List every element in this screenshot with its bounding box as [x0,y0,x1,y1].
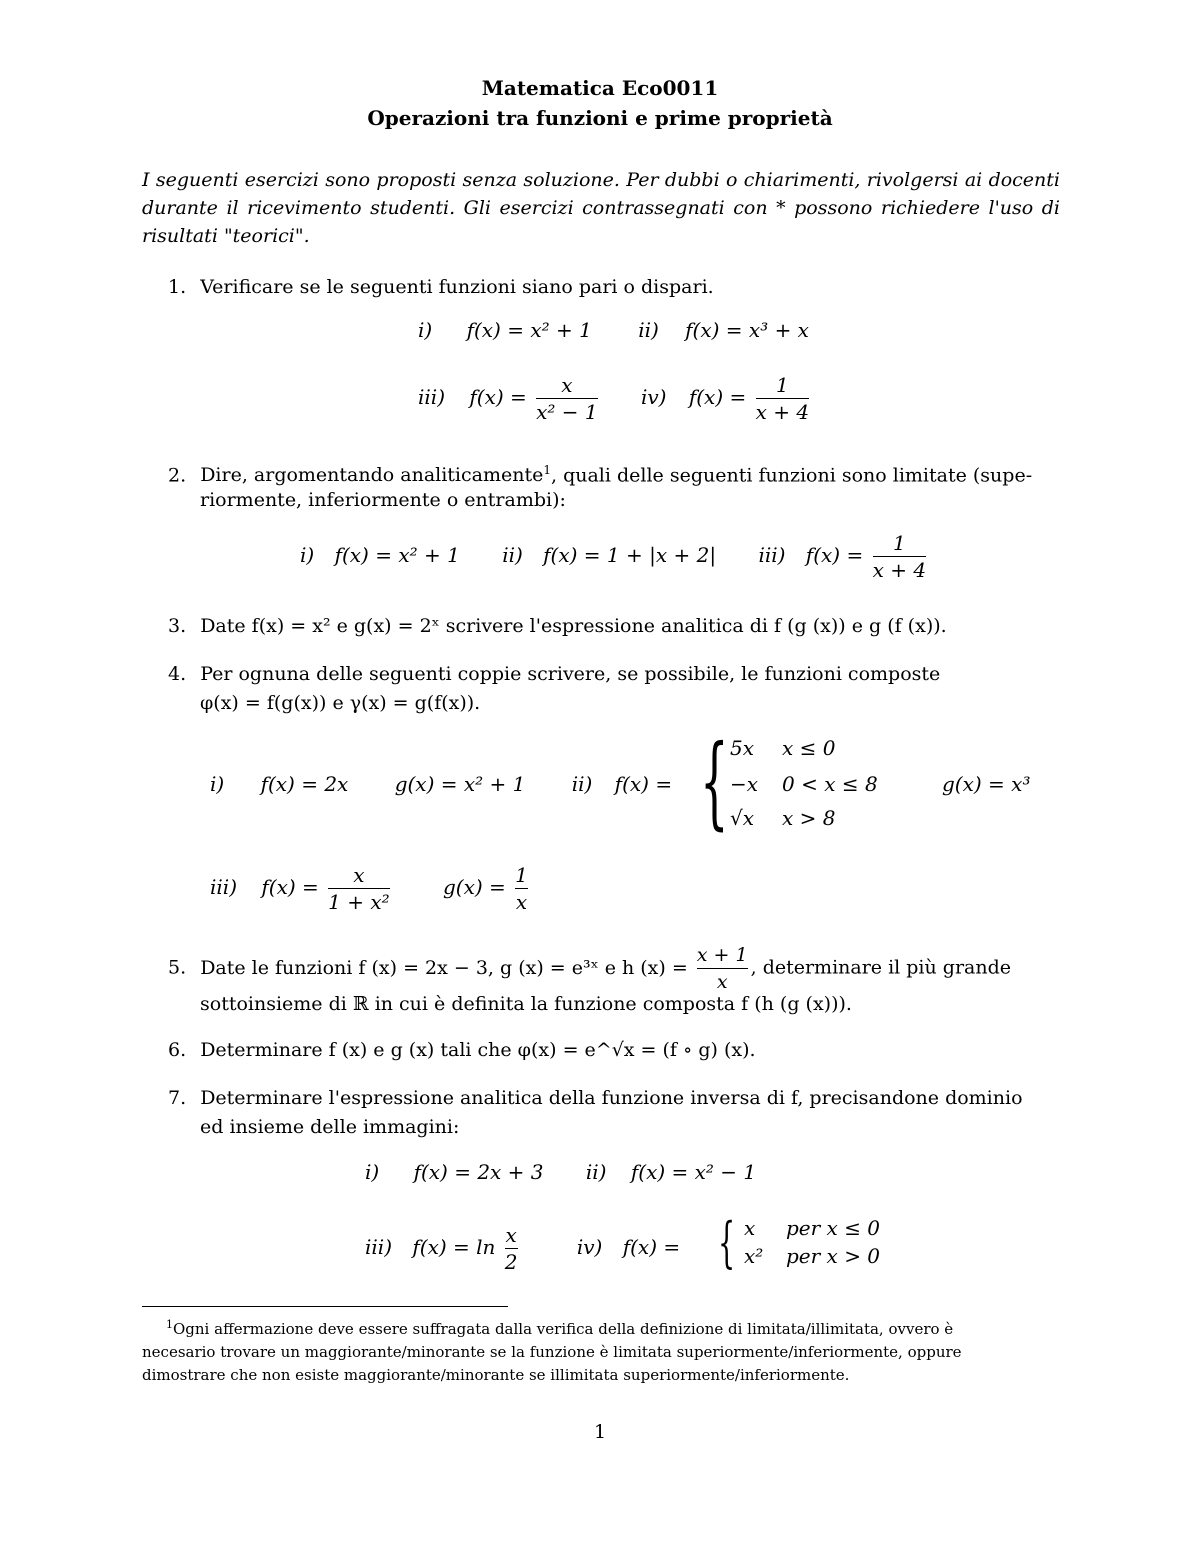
left-brace: { [718,1211,736,1274]
exercise-text: Date f(x) = x² e g(x) = 2ˣ scrivere l'espressione analitica di f (g (x)) e g (f (x)). [200,615,947,637]
formula: g(x) = [442,875,506,899]
footnote-rule [142,1306,508,1307]
e4-ii-g: g(x) = x³ [942,772,1031,796]
item-label: i) [418,318,433,342]
exercise-number: 3. [168,615,187,637]
fraction: $\frac{x}{\text{1 + x²}}$ [328,863,390,914]
item-label: iii) [418,385,445,409]
item-label: ii) [638,318,659,342]
exercise-1 [168,273,714,301]
e1-math-row-1 [418,318,809,342]
exercise-2-cont: riormente, inferiormente o entrambi): [200,489,566,511]
formula: g(x) = x² + 1 [394,772,526,796]
exercise-text: Determinare f (x) e g (x) tali che φ(x) = e^√x = (f ∘ g) (x). [200,1039,756,1061]
formula: f(x) = [622,1235,681,1259]
exercise-number: 2. [168,464,187,487]
exercise-text: , quali delle seguenti funzioni sono limitate (supe- [551,464,1033,487]
exercise-text: Verificare se le seguenti funzioni siano pari o dispari. [200,276,714,298]
footnote-mark: 1 [543,463,551,477]
piecewise-case-3: √x x > 8 [730,806,836,830]
item-label: ii) [585,1160,607,1184]
e7-math-row-2 [365,1222,680,1275]
fraction: $\frac{1}{x}$ [515,863,528,914]
e4-math-row-2 [210,862,531,915]
piecewise-case-2: −x 0 < x ≤ 8 [730,772,878,796]
exercise-number: 7. [168,1087,187,1109]
left-brace: { [700,723,729,840]
exercise-text: Date le funzioni f (x) = 2x − 3, g (x) = e³ˣ e h (x) = [200,956,688,979]
item-label: ii) [571,772,593,796]
item-label: ii) [502,543,523,567]
formula: f(x) = x³ + x [685,318,809,342]
formula: f(x) = 2x [260,772,349,796]
exercise-4 [168,660,940,688]
exercise-number: 4. [168,663,187,685]
exercise-number: 6. [168,1039,187,1061]
formula: f(x) = 2x + 3 [413,1160,544,1184]
item-label: iii) [365,1235,392,1259]
exercise-6 [168,1036,756,1064]
page-number: 1 [593,1421,607,1443]
formula: f(x) = x² − 1 [630,1160,757,1184]
fraction: $\frac{1}{x + 4}$ [872,531,927,582]
exercise-5 [168,942,1011,995]
exercise-2 [168,456,1068,489]
exercise-3 [168,612,947,640]
footnote [142,1313,1062,1387]
exercise-text: Dire, argomentando analiticamente [200,464,544,487]
e4-math-row-1 [210,772,672,796]
item-label: iv) [640,385,667,409]
formula: f(x) = x² + 1 [334,543,460,567]
item-label: i) [210,772,225,796]
e2-math-row [300,530,929,583]
footnote-line-2: necesario trovare un maggiorante/minorante se la funzione è limitata superiormente/inferiormente, oppure [142,1343,962,1361]
formula: f(x) = [688,385,747,409]
piecewise-case-1: x per x ≤ 0 [744,1216,881,1240]
footnote-line-1: $^1$Ogni affermazione deve essere suffragata dalla verifica della definizione di limitata/illimitata, ovvero è [166,1318,954,1338]
formula: f(x) = 1 + |x + 2| [543,543,717,567]
fraction: $\frac{x}{\text{x² − 1}}$ [536,373,598,424]
e1-math-row-2 [418,372,812,425]
fraction: $\frac{1}{x + 4}$ [755,373,810,424]
formula: f(x) = ln [412,1235,496,1259]
exercise-text: Per ognuna delle seguenti coppie scrivere, se possibile, le funzioni composte [200,663,941,685]
piecewise-case-1: 5x x ≤ 0 [730,736,836,760]
item-label: iii) [758,543,786,567]
item-label: iii) [210,875,237,899]
document-subtitle: Operazioni tra funzioni e prime proprietà [367,106,833,130]
fraction: $\frac{x + 1}{x}$ [696,944,748,993]
exercise-text: Determinare l'espressione analitica della funzione inversa di f, precisandone dominio [200,1087,1023,1109]
fraction: $\frac{x}{2}$ [504,1223,518,1274]
formula: f(x) = [614,772,673,796]
exercise-7 [168,1084,1023,1112]
formula: f(x) = [261,875,319,899]
e7-math-row-1 [365,1160,756,1184]
exercise-text: , determinare il più grande [750,956,1012,979]
item-label: i) [365,1160,380,1184]
intro-paragraph: I seguenti esercizi sono proposti senza soluzione. Per dubbi o chiarimenti, rivolgersi ai docenti durante il ricevimento studenti. Gli esercizi contrassegnati con * possono richiedere l'uso di risultati "teorici". [142,169,1060,247]
footnote-line-3: dimostrare che non esiste maggiorante/minorante se illimitata superiormente/inferiormente. [142,1366,850,1384]
exercise-7-cont: ed insieme delle immagini: [200,1116,460,1138]
document-title: Matematica Eco0011 [481,76,719,100]
formula: f(x) = [469,385,527,409]
item-label: iv) [576,1235,603,1259]
exercise-number: 1. [168,276,187,298]
exercise-number: 5. [168,956,187,979]
item-label: i) [300,543,315,567]
formula: f(x) = [805,543,864,567]
formula: f(x) = x² + 1 [466,318,592,342]
exercise-4-cont: φ(x) = f(g(x)) e γ(x) = g(f(x)). [200,692,481,714]
piecewise-case-2: x² per x > 0 [744,1244,881,1268]
exercise-5-cont: sottoinsieme di ℝ in cui è definita la funzione composta f (h (g (x))). [200,993,852,1015]
